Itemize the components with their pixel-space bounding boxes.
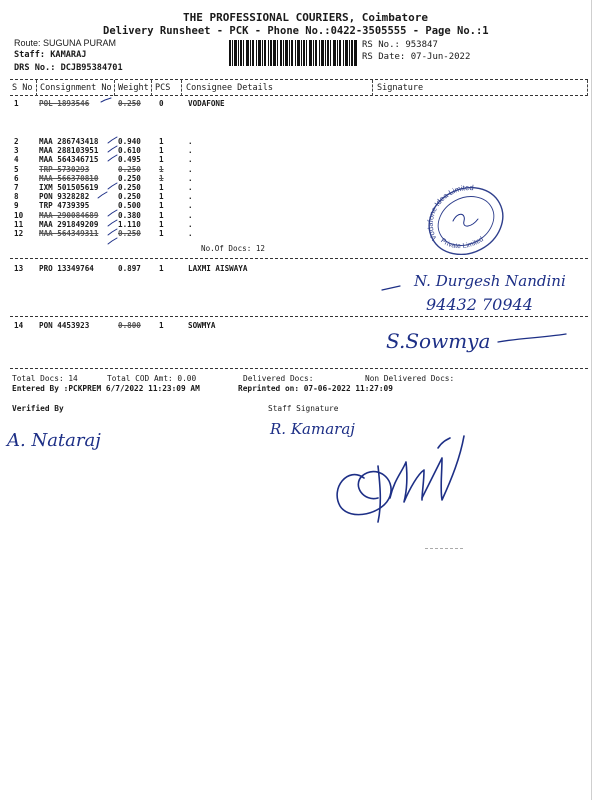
col-consignment: Consignment No — [40, 83, 112, 93]
col-sno: S No — [12, 83, 33, 93]
row-14-consignment: PON 4453923 — [39, 321, 90, 330]
row-1-consignment: POL 1893546 — [39, 99, 90, 108]
verified-by-signature — [5, 418, 115, 458]
group-pcs-column — [159, 137, 164, 238]
table-row-weight: 0.610 — [118, 146, 141, 156]
table-row-sno: 6 — [14, 173, 19, 183]
table-row-consignment: MAA 288103951 — [39, 146, 99, 156]
table-row-sno: 10 — [14, 210, 24, 220]
col-divider — [114, 80, 115, 96]
company-title: THE PROFESSIONAL COURIERS, Coimbatore — [183, 11, 429, 24]
table-row-weight: 0.940 — [118, 137, 141, 146]
recipient-signature: S.Sowmya — [386, 329, 491, 353]
table-row-sno: 8 — [14, 192, 19, 202]
verified-by-label: Verified By — [12, 404, 64, 413]
entered-by: Entered By :PCKPREM 6/7/2022 11:23:09 AM — [12, 384, 200, 393]
table-row-pcs: 1 — [159, 173, 164, 183]
table-row-consignee: . — [188, 164, 193, 174]
table-row-weight: 0.250 — [118, 192, 141, 202]
col-divider — [36, 80, 37, 96]
row-14-sno: 14 — [14, 321, 24, 330]
table-row-consignee: . — [188, 155, 193, 165]
table-row-consignee: . — [188, 228, 193, 238]
table-row-weight: 0.250 — [118, 173, 141, 183]
svg-text:Vodafone Idea Limited — [420, 183, 489, 242]
col-divider — [372, 80, 373, 96]
group-consignee-column — [188, 137, 193, 238]
total-docs: Total Docs: 14 — [12, 374, 78, 383]
col-divider — [181, 80, 182, 96]
table-row-sno: 5 — [14, 164, 19, 174]
company-stamp — [420, 183, 510, 255]
table-row-sno: 2 — [14, 137, 19, 146]
table-row-consignment: IXM 501505619 — [39, 182, 99, 192]
group-doc-count: No.Of Docs: 12 — [201, 244, 266, 253]
rs-number: RS No.: 953847 — [362, 40, 438, 50]
row-14-consignee: SOWMYA — [188, 321, 216, 330]
drs-number: DRS No.: DCJB95384701 — [14, 63, 123, 73]
staff: Staff: KAMARAJ — [14, 50, 87, 60]
table-row-consignee: . — [188, 146, 193, 156]
table-row-weight: 0.250 — [118, 182, 141, 192]
table-row-weight: 0.250 — [118, 164, 141, 174]
header-top-rule — [10, 79, 588, 80]
col-divider — [587, 80, 588, 96]
table-row-consignee: . — [188, 210, 193, 220]
scan-edge — [591, 0, 592, 800]
barcode-graphic — [229, 40, 357, 66]
table-row-pcs: 1 — [159, 219, 164, 229]
row-13-pcs: 1 — [159, 264, 164, 273]
verifier-signature-text: A. Nataraj — [7, 430, 101, 451]
table-row-consignee: . — [188, 182, 193, 192]
table-row-consignee: . — [188, 173, 193, 183]
table-row-sno: 4 — [14, 155, 19, 165]
row-13-consignment: PRO 13349764 — [39, 264, 94, 273]
svg-text:Private Limited — [438, 221, 485, 255]
row-separator — [10, 368, 588, 369]
col-pcs: PCS — [155, 83, 171, 93]
table-row-sno: 9 — [14, 201, 19, 211]
table-row-consignment: PON 9328282 — [39, 192, 90, 202]
table-row-consignee: . — [188, 219, 193, 229]
table-row-pcs: 1 — [159, 155, 164, 165]
non-delivered-docs: Non Delivered Docs: — [365, 374, 455, 383]
scan-mark — [425, 548, 463, 549]
table-row-consignment: MAA 291849209 — [39, 219, 99, 229]
tick-marks — [95, 96, 135, 256]
table-row-sno: 12 — [14, 228, 24, 238]
group-consignment-column — [39, 137, 98, 238]
col-signature: Signature — [377, 83, 424, 93]
table-row-pcs: 1 — [159, 192, 164, 202]
table-row-pcs: 1 — [159, 182, 164, 192]
delivered-docs: Delivered Docs: — [243, 374, 314, 383]
stamp-text-lower: Private Limited — [439, 235, 485, 251]
table-row-pcs: 1 — [159, 201, 164, 211]
stamp-text: Vodafone Idea Limited — [425, 183, 474, 243]
row-13-weight: 0.897 — [118, 264, 141, 273]
row-separator — [10, 258, 588, 259]
route: Route: SUGUNA PURAM — [14, 38, 117, 48]
table-row-pcs: 1 — [159, 146, 164, 156]
row-13-consignee: LAXMI AISWAYA — [188, 264, 248, 273]
runsheet-title: Delivery Runsheet - PCK - Phone No.:0422-3505555 - Page No.:1 — [103, 25, 489, 37]
row-separator — [10, 316, 588, 317]
table-row-consignment: TRP 5730293 — [39, 164, 90, 174]
table-row-weight: 0.250 — [118, 228, 141, 238]
table-row-pcs: 1 — [159, 210, 164, 220]
table-row-weight: 0.500 — [118, 201, 141, 211]
row-14-pcs: 1 — [159, 321, 164, 330]
row-13-sno: 13 — [14, 264, 24, 273]
table-row-weight: 1.110 — [118, 219, 141, 229]
rs-date: RS Date: 07-Jun-2022 — [362, 52, 471, 62]
row-1-consignee: VODAFONE — [188, 99, 225, 108]
col-consignee: Consignee Details — [186, 83, 273, 93]
col-divider — [151, 80, 152, 96]
table-row-consignment: MAA 564349311 — [39, 228, 99, 238]
table-row-weight: 0.380 — [118, 210, 141, 220]
row-14-handwriting — [380, 322, 580, 362]
table-row-weight: 0.495 — [118, 155, 141, 165]
table-row-consignment: TRP 4739395 — [39, 201, 90, 211]
table-row-consignment: MAA 566370810 — [39, 173, 99, 183]
table-row-consignment: MAA 564346715 — [39, 155, 99, 165]
table-row-consignee: . — [188, 137, 193, 146]
staff-signature-label: Staff Signature — [268, 404, 339, 413]
table-row-consignee: . — [188, 201, 193, 211]
row-14-weight: 0.800 — [118, 321, 141, 330]
table-row-sno: 7 — [14, 182, 19, 192]
row-1-sno: 1 — [14, 99, 19, 108]
col-weight: Weight — [118, 83, 149, 93]
recipient-name-signature: N. Durgesh Nandini — [414, 272, 566, 290]
table-row-pcs: 1 — [159, 164, 164, 174]
table-row-consignment: MAA 286743418 — [39, 137, 99, 146]
table-row-consignment: MAA 290084689 — [39, 210, 99, 220]
recipient-phone-handwritten: 94432 70944 — [426, 295, 533, 314]
group-sno-column — [14, 137, 23, 238]
table-row-sno: 3 — [14, 146, 19, 156]
reprinted-on: Reprinted on: 07-06-2022 11:27:09 — [238, 384, 393, 393]
staff-signature — [318, 418, 478, 528]
row-13-handwriting — [380, 266, 580, 318]
total-cod: Total COD Amt: 0.00 — [107, 374, 197, 383]
staff-name-signature: R. Kamaraj — [270, 420, 355, 438]
row-1-pcs: 0 — [159, 99, 164, 108]
table-row-sno: 11 — [14, 219, 24, 229]
row-1-weight: 0.250 — [118, 99, 141, 108]
table-row-consignee: . — [188, 192, 193, 202]
table-row-pcs: 1 — [159, 228, 164, 238]
table-row-pcs: 1 — [159, 137, 164, 146]
